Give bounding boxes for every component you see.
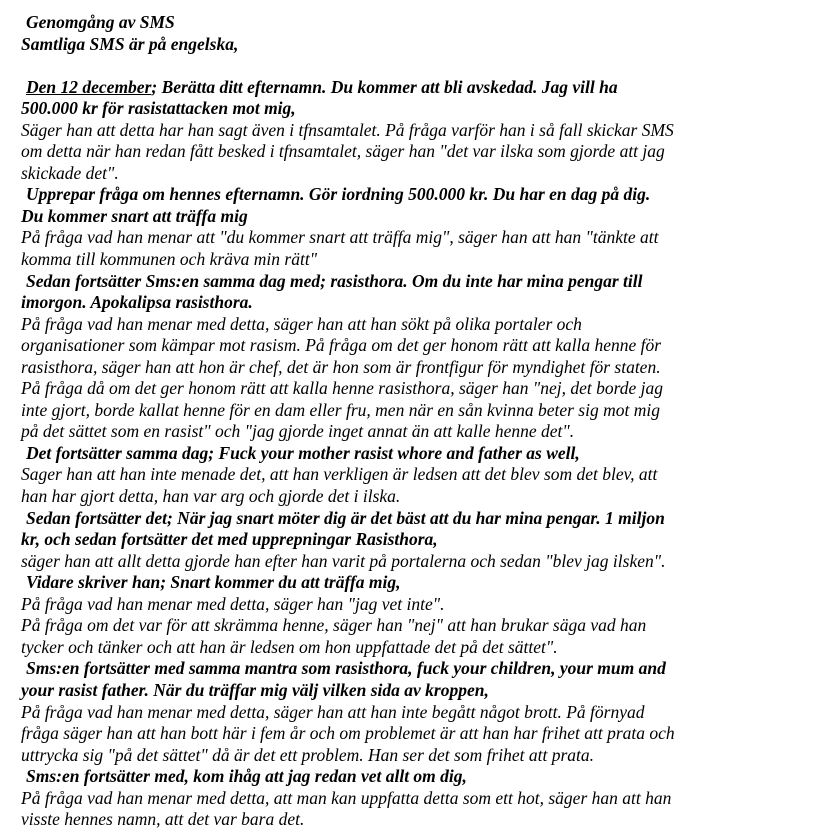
sms-quote-line: Vidare skriver han; Snart kommer du att träffa mig, (26, 572, 401, 593)
answer-line: skickade det". (21, 162, 119, 183)
sms-section (21, 658, 821, 766)
sms-quote-line: Sedan fortsätter det; När jag snart möter dig är det bäst att du har mina pengar. 1 miljon (26, 507, 665, 528)
sms-section (21, 508, 821, 573)
sms-quote-line: Sms:en fortsätter med, kom ihåg att jag redan vet allt om dig, (26, 766, 467, 787)
document-page (21, 12, 821, 831)
answer-line: om detta när han redan fått besked i tfnsamtalet, säger han "det var ilska som gjorde att jag (21, 141, 665, 162)
answer-line: På fråga då om det ger honom rätt att kalla henne rasisthora, säger han "nej, det borde jag (21, 378, 664, 399)
sms-quote-line: imorgon. Apokalipsa rasisthora. (21, 292, 253, 313)
answer-line: tycker och tänker och att han är ledsen om hon uppfattade det på det sättet". (21, 636, 558, 657)
answer-line: uttrycka sig "på det sättet" då är det ett problem. Han ser det som frihet att prata. (21, 744, 595, 765)
sms-section (21, 443, 821, 508)
answer-line: han har gjort detta, han var arg och gjorde det i ilska. (21, 486, 401, 507)
sms-quote-line: your rasist father. När du träffar mig välj vilken sida av kroppen, (21, 679, 489, 700)
sms-quote-line: Det fortsätter samma dag; Fuck your mother rasist whore and father as well, (26, 442, 580, 463)
answer-line: fråga säger han att han bott här i fem år och om problemet är att han har frihet att prata och (21, 723, 675, 744)
answer-line: På fråga vad han menar med detta, säger han att han sökt på olika portaler och (21, 313, 582, 334)
sms-section (21, 572, 821, 658)
answer-line: På fråga om det var för att skrämma henne, säger han "nej" att han brukar säga vad han (21, 615, 647, 636)
answer-line: Säger han att detta har han sagt även i tfnsamtalet. På fråga varför han i så fall skickar SMS (21, 119, 674, 140)
sms-section (21, 271, 821, 443)
answer-line: visste hennes namn, att det var bara det. (21, 809, 305, 830)
document-title: Genomgång av SMS (26, 12, 175, 32)
sms-date: Den 12 december (26, 76, 152, 97)
answer-line: komma till kommunen och kräva min rätt" (21, 249, 318, 270)
answer-line: På fråga vad han menar att "du kommer snart att träffa mig", säger han att han "tänkte att (21, 227, 659, 248)
document-subtitle: Samtliga SMS är på engelska, (21, 33, 239, 54)
answer-line: säger han att allt detta gjorde han efter han varit på portalerna och sedan "blev jag ilsken". (21, 550, 666, 571)
answer-line: På fråga vad han menar med detta, att man kan uppfatta detta som ett hot, säger han att han (21, 787, 672, 808)
sms-review-sections (21, 77, 821, 831)
sms-section (21, 184, 821, 270)
answer-line: organisationer som kämpar mot rasism. På fråga om det ger honom rätt att kalla henne för (21, 335, 662, 356)
sms-quote-line: 500.000 kr för rasistattacken mot mig, (21, 98, 296, 119)
blank-line (21, 55, 821, 77)
sms-section (21, 77, 821, 185)
answer-line: På fråga vad han menar med detta, säger han att han inte begått något brott. På förnyad (21, 701, 645, 722)
answer-line: rasisthora, säger han att hon är chef, det är hon som är frontfigur för myndighet för staten. (21, 356, 661, 377)
sms-quote-line: Sms:en fortsätter med samma mantra som rasisthora, fuck your children, your mum and (26, 658, 666, 679)
sms-quote-line: kr, och sedan fortsätter det med upprepningar Rasisthora, (21, 529, 438, 550)
sms-quote-line (21, 77, 821, 99)
sms-quote-line: Sedan fortsätter Sms:en samma dag med; rasisthora. Om du inte har mina pengar till (26, 270, 643, 291)
sms-quote-text: ; Berätta ditt efternamn. Du kommer att bli avskedad. Jag vill ha (151, 76, 618, 97)
sms-quote-line: Du kommer snart att träffa mig (21, 205, 248, 226)
answer-line: Sager han att han inte menade det, att han verkligen är ledsen att det blev som det blev, att (21, 464, 658, 485)
sms-quote-line: Upprepar fråga om hennes efternamn. Gör iordning 500.000 kr. Du har en dag på dig. (26, 184, 651, 205)
answer-line: inte gjort, borde kallat henne för en dam eller fru, men när en sån kvinna beter sig mot mig (21, 399, 660, 420)
sms-section (21, 766, 821, 831)
answer-line: På fråga vad han menar med detta, säger han "jag vet inte". (21, 593, 445, 614)
answer-line: på det sättet som en rasist" och "jag gjorde inget annat än att kalle henne det". (21, 421, 575, 442)
